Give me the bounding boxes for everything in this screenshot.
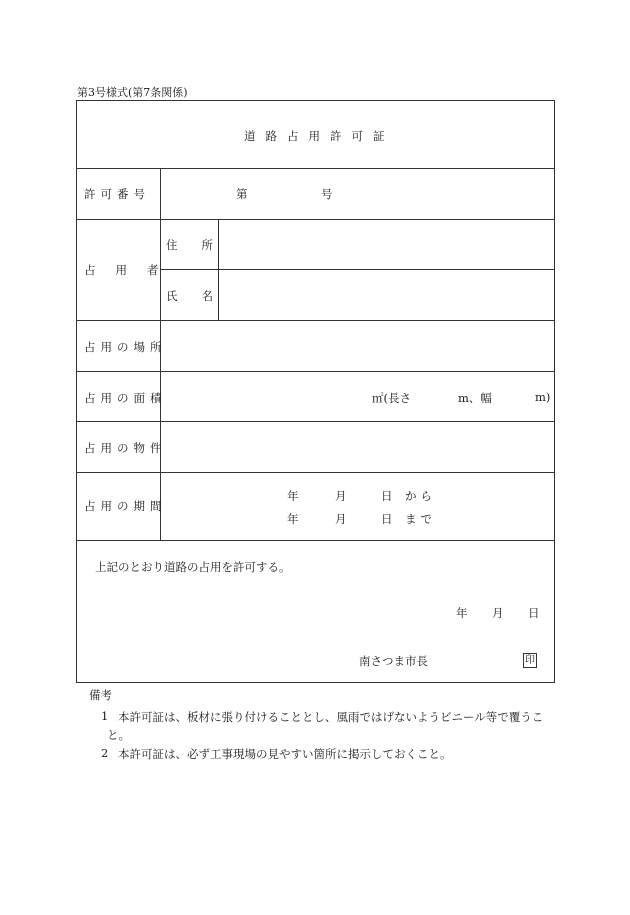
- issuer-name: 南さつま市長: [359, 654, 428, 668]
- remark-2-text: 本許可証は、必ず工事現場の見やすい箇所に掲示しておくこと。: [118, 747, 452, 761]
- row-divider: [76, 371, 555, 372]
- period-until-day: 日: [381, 512, 393, 526]
- remark-2-number: 2: [101, 746, 109, 760]
- area-length-unit: m、幅: [458, 391, 492, 405]
- period-from-month: 月: [335, 489, 347, 503]
- object-field[interactable]: [164, 425, 550, 468]
- remark-1-number: 1: [101, 709, 109, 723]
- date-day: 日: [528, 606, 540, 620]
- period-from-day: 日: [381, 489, 393, 503]
- remarks-heading: 備考: [89, 688, 112, 702]
- remark-1-continuation: と。: [107, 728, 130, 742]
- period-from-text: から: [405, 489, 436, 503]
- row-divider: [76, 168, 555, 169]
- period-from-year: 年: [287, 489, 299, 503]
- period-until-year: 年: [287, 512, 299, 526]
- name-label: 氏名: [166, 289, 237, 303]
- object-label: 占用の物件: [84, 441, 167, 455]
- date-year: 年: [456, 606, 468, 620]
- permit-statement: 上記のとおり道路の占用を許可する。: [95, 560, 291, 574]
- date-month: 月: [492, 606, 504, 620]
- row-divider: [160, 269, 555, 270]
- remark-1-text: 本許可証は、板材に張り付けることとし、風雨ではげないようビニール等で覆うこ: [118, 710, 544, 724]
- row-divider: [76, 421, 555, 422]
- row-divider: [76, 320, 555, 321]
- area-width-unit: m): [535, 390, 551, 404]
- permit-number-go: 号: [321, 187, 333, 201]
- occupant-label: 占用者: [84, 263, 179, 277]
- row-divider: [76, 540, 555, 541]
- row-divider: [76, 219, 555, 220]
- address-field[interactable]: [222, 223, 550, 265]
- form-number: 第3号様式(第7条関係): [77, 86, 188, 99]
- period-until-month: 月: [335, 512, 347, 526]
- form-title: 道路占用許可証: [244, 129, 395, 143]
- row-divider: [76, 472, 555, 473]
- name-field[interactable]: [222, 273, 550, 316]
- period-label: 占用の期間: [84, 499, 167, 513]
- column-divider: [218, 219, 219, 320]
- address-label: 住所: [166, 238, 237, 252]
- area-label: 占用の面積: [84, 391, 167, 405]
- place-label: 占用の場所: [84, 340, 167, 354]
- permit-number-label: 許可番号: [84, 187, 150, 201]
- period-until-text: まで: [405, 512, 436, 526]
- permit-number-dai: 第: [236, 187, 248, 201]
- place-field[interactable]: [164, 324, 550, 367]
- area-unit-text: ㎡(長さ: [372, 391, 411, 405]
- seal-mark: 印: [525, 655, 535, 666]
